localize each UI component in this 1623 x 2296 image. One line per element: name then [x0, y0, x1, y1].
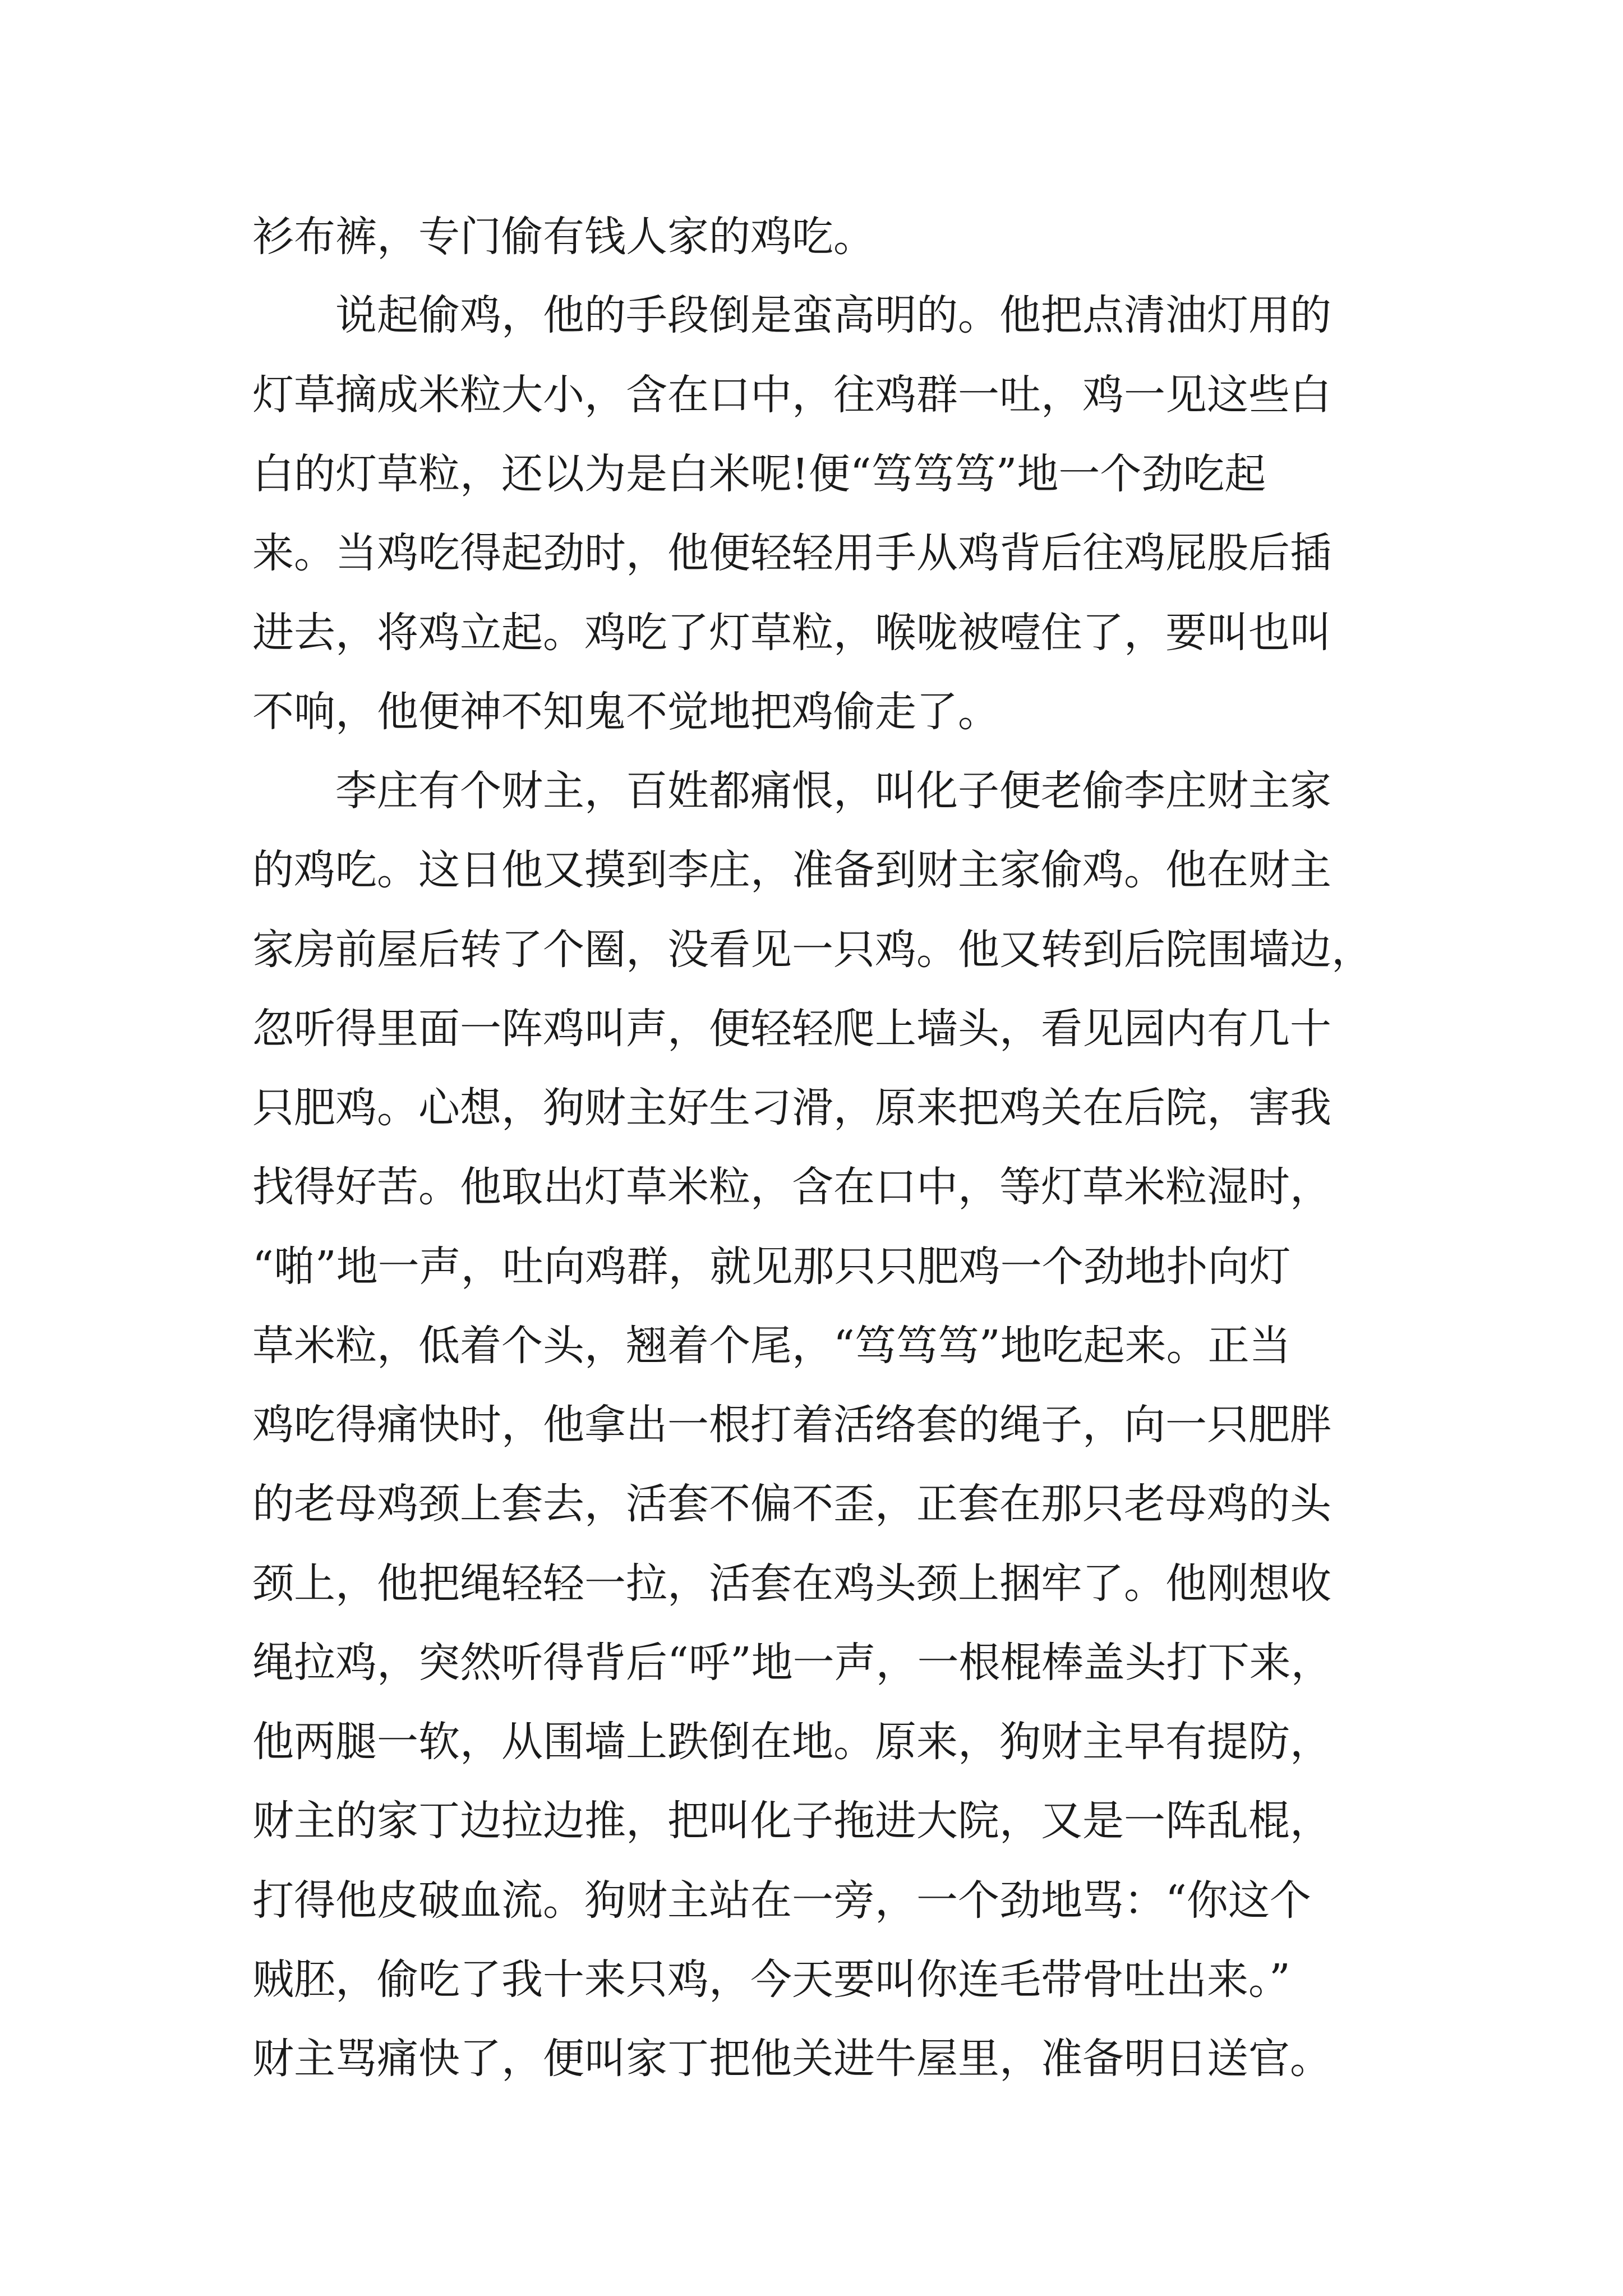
text-line-10: 家房前屋后转了个圈，没看见一只鸡。他又转到后院围墙边， [252, 926, 1373, 974]
text-line-5: 来。当鸡吃得起劲时，他便轻轻用手从鸡背后往鸡屁股后插 [252, 529, 1331, 577]
text-line-18: 颈上，他把绳轻轻一拉，活套在鸡头颈上捆牢了。他刚想收 [252, 1559, 1331, 1608]
text-line-16: 鸡吃得痛快时，他拿出一根打着活络套的绳子，向一只肥胖 [252, 1401, 1331, 1449]
text-line-14: “啪”地一声，吐向鸡群，就见那只只肥鸡一个劲地扑向灯 [252, 1243, 1291, 1291]
text-line-13: 找得好苦。他取出灯草米粒，含在口中，等灯草米粒湿时， [252, 1163, 1331, 1211]
text-line-24: 财主骂痛快了，便叫家丁把他关进牛屋里，准备明日送官。 [252, 2035, 1331, 2083]
text-line-23: 贼胚，偷吃了我十来只鸡，今天要叫你连毛带骨吐出来。” [252, 1955, 1290, 2004]
text-line-12: 只肥鸡。心想，狗财主好生刁滑，原来把鸡关在后院，害我 [252, 1084, 1331, 1132]
text-line-11: 忽听得里面一阵鸡叫声，便轻轻爬上墙头，看见园内有几十 [252, 1005, 1331, 1053]
text-line-19: 绳拉鸡，突然听得背后“呼”地一声，一根棍棒盖头打下来， [252, 1639, 1332, 1687]
text-line-2: 说起偷鸡，他的手段倒是蛮高明的。他把点清油灯用的 [252, 291, 1331, 339]
text-line-4: 白的灯草粒，还以为是白米呢!便“笃笃笃”地一个劲吃起 [252, 450, 1266, 498]
text-line-15: 草米粒，低着个头，翘着个尾，“笃笃笃”地吃起来。正当 [252, 1322, 1291, 1370]
text-line-7: 不响，他便神不知鬼不觉地把鸡偷走了。 [252, 688, 999, 736]
text-line-1: 衫布裤，专门偷有钱人家的鸡吃。 [252, 213, 875, 261]
text-line-8: 李庄有个财主，百姓都痛恨，叫化子便老偷李庄财主家 [252, 767, 1331, 815]
text-line-17: 的老母鸡颈上套去，活套不偏不歪，正套在那只老母鸡的头 [252, 1480, 1331, 1528]
text-line-9: 的鸡吃。这日他又摸到李庄，准备到财主家偷鸡。他在财主 [252, 846, 1331, 894]
text-line-21: 财主的家丁边拉边推，把叫化子拖进大院，又是一阵乱棍， [252, 1797, 1331, 1845]
text-line-22: 打得他皮破血流。狗财主站在一旁，一个劲地骂：“你这个 [252, 1876, 1311, 1925]
text-line-3: 灯草摘成米粒大小，含在口中，往鸡群一吐，鸡一见这些白 [252, 371, 1331, 419]
text-line-6: 进去，将鸡立起。鸡吃了灯草粒，喉咙被噎住了，要叫也叫 [252, 609, 1331, 657]
text-line-20: 他两腿一软，从围墙上跌倒在地。原来，狗财主早有提防， [252, 1718, 1331, 1766]
